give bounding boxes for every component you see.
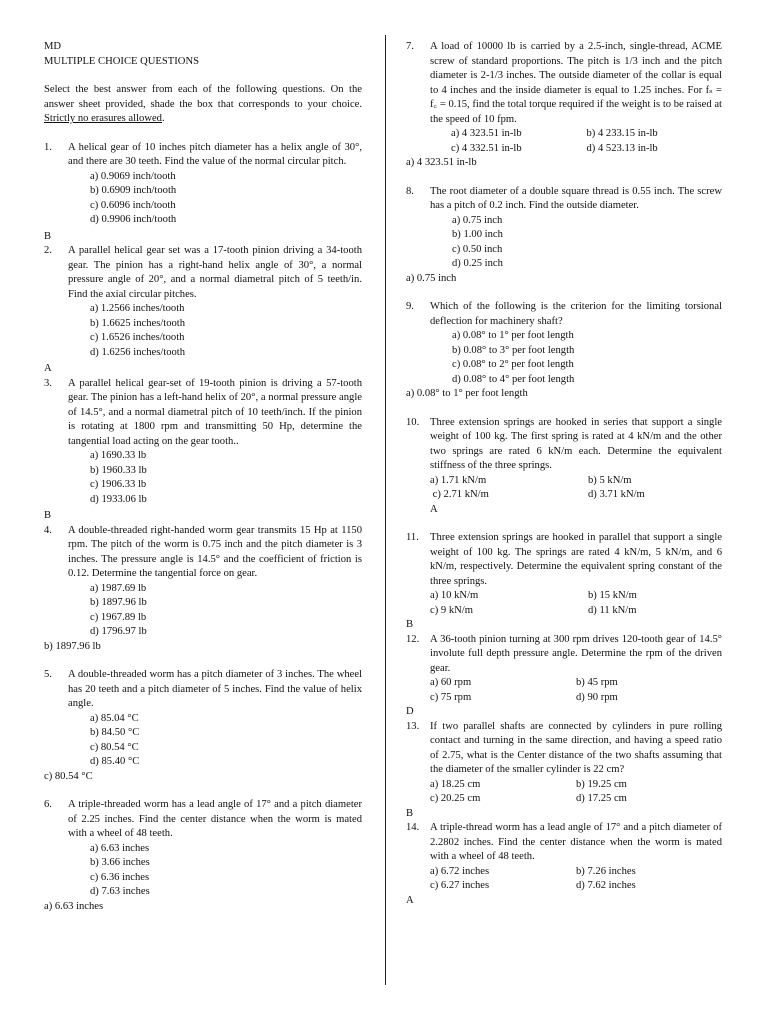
- option-d[interactable]: d) 17.25 cm: [576, 793, 627, 804]
- option-a[interactable]: a) 10 kN/m: [430, 590, 479, 601]
- option-b[interactable]: b) 1897.96 lb: [90, 597, 147, 608]
- question-number: 10.: [406, 416, 420, 428]
- answer: B: [406, 807, 414, 819]
- option-b[interactable]: b) 0.6909 inch/tooth: [90, 185, 177, 196]
- option-c[interactable]: c) 1.6526 inches/tooth: [90, 332, 185, 343]
- options-grid: [406, 865, 722, 894]
- column-divider: [385, 35, 386, 985]
- option-c[interactable]: c) 75 rpm: [430, 691, 472, 703]
- option-c[interactable]: c) 0.50 inch: [452, 243, 503, 255]
- option-a[interactable]: a) 18.25 cm: [430, 778, 481, 790]
- options-grid: [406, 778, 722, 807]
- question-text: A load of 10000 lb is carried by a 2.5-inch, single-thread, ACME screw of standard proportions. The pitch is 1/3 inch and the pitch diameter is 2-1/3 inches. The outside diameter of the collar is equal to 4 inches and the inside diameter is equal to 1.25 inches. For fₛ = f꜀ = 0.15, find the total torque required if the weight is to be raised at the speed of 10 fpm.: [430, 41, 722, 125]
- question-2: [44, 244, 362, 302]
- instructions-end: .: [161, 113, 165, 124]
- option-c[interactable]: c) 6.27 inches: [430, 880, 490, 891]
- option-d[interactable]: d) 4 523.13 in-lb: [586, 142, 658, 154]
- answer: B: [44, 510, 52, 521]
- option-c[interactable]: c) 1967.89 lb: [90, 611, 147, 623]
- answer: a) 4 323.51 in-lb: [406, 157, 477, 168]
- left-column: [44, 40, 362, 914]
- option-b[interactable]: b) 15 kN/m: [588, 590, 637, 601]
- question-9: [406, 300, 722, 329]
- answer: b) 1897.96 lb: [44, 640, 101, 652]
- options-grid: [406, 676, 722, 705]
- option-d[interactable]: d) 11 kN/m: [588, 604, 637, 616]
- option-b[interactable]: b) 4 233.15 in-lb: [586, 128, 658, 139]
- option-b[interactable]: b) 84.50 °C: [90, 727, 140, 738]
- option-b[interactable]: b) 0.08° to 3° per foot length: [452, 344, 575, 356]
- option-a[interactable]: a) 1.2566 inches/tooth: [90, 303, 185, 314]
- option-b[interactable]: b) 45 rpm: [576, 677, 618, 688]
- answer: a) 0.75 inch: [406, 272, 457, 284]
- page-title: MULTIPLE CHOICE QUESTIONS: [44, 55, 199, 67]
- option-c[interactable]: c) 9 kN/m: [430, 604, 473, 616]
- question-text: A double-threaded right-handed worm gear transmits 15 Hp at 1150 rpm. The pitch of the worm is 0.75 inch and the pitch diameter is 3 inches. The pressure angle is 14.5° and the coefficient of friction is 0.12. Determine the tangential force on gear.: [68, 524, 362, 579]
- option-b[interactable]: b) 19.25 cm: [576, 778, 627, 790]
- option-b[interactable]: b) 7.26 inches: [576, 865, 636, 877]
- question-text: If two parallel shafts are connected by cylinders in pure rolling contact and turning in the same direction, and having a speed ratio of 2.75, what is the Center distance of the two shafts assuming that the diameter of the smaller cylinder is 22 cm?: [430, 720, 722, 775]
- question-13: [406, 720, 722, 778]
- options-list: [44, 582, 362, 640]
- question-14: [406, 821, 722, 865]
- answer: B: [44, 230, 52, 242]
- option-a[interactable]: a) 0.08° to 1° per foot length: [452, 330, 574, 341]
- option-a[interactable]: a) 1690.33 lb: [90, 450, 147, 461]
- answer: c) 80.54 °C: [44, 770, 93, 782]
- header-initials: MD: [44, 41, 62, 52]
- option-a[interactable]: a) 1987.69 lb: [90, 582, 147, 594]
- question-text: A double-threaded worm has a pitch diameter of 3 inches. The wheel has 20 teeth and a pitch diameter of 5 inches. Find the value of helix angle.: [68, 669, 362, 709]
- option-c[interactable]: c) 0.6096 inch/tooth: [90, 199, 176, 211]
- question-number: 2.: [44, 245, 52, 256]
- question-text: A triple-thread worm has a lead angle of 17° and a pitch diameter of 2.2802 inches. Find the center distance when the worm is mated with a wheel of 48 teeth.: [430, 822, 722, 862]
- option-d[interactable]: d) 0.25 inch: [452, 258, 503, 269]
- question-text: A parallel helical gear set was a 17-tooth pinion driving a 34-tooth gear. The pinion has a right-hand helix angle of 30°, a normal pressure angle of 20°, and a normal diametral pitch of 5 teeth/in. Find the axial circular pitches.: [68, 245, 362, 300]
- option-d[interactable]: d) 7.62 inches: [576, 880, 636, 891]
- options-list: [44, 302, 362, 360]
- question-6: [44, 798, 362, 842]
- option-d[interactable]: d) 3.71 kN/m: [588, 489, 645, 500]
- option-b[interactable]: b) 1960.33 lb: [90, 464, 147, 476]
- question-text: The root diameter of a double square thread is 0.55 inch. The screw has a pitch of 0.2 inch. Find the outside diameter.: [430, 185, 722, 211]
- option-b[interactable]: b) 3.66 inches: [90, 857, 150, 868]
- options-list: [44, 712, 362, 770]
- options-list: [406, 329, 722, 387]
- question-5: [44, 668, 362, 712]
- option-d[interactable]: d) 1796.97 lb: [90, 626, 147, 637]
- question-number: 12.: [406, 633, 420, 645]
- instructions-text: Select the best answer from each of the following questions. On the answer sheet provided, shade the box that corresponds to your choice.: [44, 84, 362, 110]
- option-c[interactable]: c) 20.25 cm: [430, 793, 481, 804]
- options-list: [44, 449, 362, 507]
- question-3: [44, 377, 362, 450]
- question-number: 7.: [406, 41, 414, 52]
- right-column: [406, 40, 722, 908]
- option-a[interactable]: a) 6.63 inches: [90, 842, 150, 854]
- option-b[interactable]: b) 5 kN/m: [588, 474, 632, 486]
- answer: A: [44, 363, 52, 374]
- question-8: [406, 185, 722, 214]
- option-a[interactable]: a) 6.72 inches: [430, 865, 490, 877]
- option-b[interactable]: b) 1.6625 inches/tooth: [90, 317, 186, 329]
- option-a[interactable]: a) 0.75 inch: [452, 214, 503, 226]
- question-text: A parallel helical gear-set of 19-tooth pinion is driving a 57-tooth gear. The pinion has a left-hand helix of 20°, a normal pressure angle of 14.5°, and a normal diametral pitch of 10 teeth/inch. If the pinion is rotating at 1800 rpm and transmitting 50 Hp, determine the tangential load acting on the gear tooth..: [68, 377, 362, 447]
- question-number: 11.: [406, 532, 419, 543]
- option-d[interactable]: d) 0.9906 inch/tooth: [90, 214, 177, 225]
- question-4: [44, 524, 362, 582]
- option-d[interactable]: d) 85.40 °C: [90, 756, 140, 767]
- question-number: 3.: [44, 377, 52, 389]
- options-grid: [406, 127, 722, 156]
- option-a[interactable]: a) 1.71 kN/m: [430, 474, 487, 486]
- option-c[interactable]: c) 6.36 inches: [90, 871, 150, 883]
- instructions-underlined: Strictly no erasures allowed: [44, 113, 162, 124]
- question-text: Three extension springs are hooked in series that support a single weight of 100 kg. The first spring is rated at 4 kN/m and the other two springs are rated 6 kN/m each. Determine the equivalent stiffness of the three springs.: [430, 416, 722, 471]
- question-12: [406, 633, 722, 677]
- option-c[interactable]: c) 0.08° to 2° per foot length: [452, 359, 574, 370]
- options-list: [44, 842, 362, 900]
- question-number: 4.: [44, 524, 52, 536]
- question-number: 1.: [44, 141, 52, 153]
- option-a[interactable]: a) 0.9069 inch/tooth: [90, 170, 176, 182]
- option-d[interactable]: d) 0.08° to 4° per foot length: [452, 373, 575, 385]
- answer: A: [430, 503, 438, 515]
- question-number: 14.: [406, 822, 420, 833]
- answer: B: [406, 619, 414, 630]
- question-number: 13.: [406, 720, 420, 732]
- option-d[interactable]: d) 1.6256 inches/tooth: [90, 346, 186, 358]
- question-7: [406, 40, 722, 127]
- options-list: [406, 214, 722, 272]
- option-d[interactable]: d) 90 rpm: [576, 691, 618, 703]
- option-a[interactable]: a) 60 rpm: [430, 677, 472, 688]
- option-d[interactable]: d) 7.63 inches: [90, 886, 150, 897]
- options-list: [44, 170, 362, 228]
- options-grid: [406, 474, 722, 503]
- question-number: 6.: [44, 799, 52, 810]
- option-c[interactable]: c) 80.54 °C: [90, 741, 139, 753]
- option-a[interactable]: a) 4 323.51 in-lb: [451, 128, 522, 139]
- option-a[interactable]: a) 85.04 °C: [90, 712, 139, 724]
- option-c[interactable]: c) 4 332.51 in-lb: [451, 142, 522, 154]
- question-text: A helical gear of 10 inches pitch diameter has a helix angle of 30°, and there are 30 teeth. Find the value of the normal circular pitch.: [68, 141, 362, 167]
- option-c[interactable]: c) 1906.33 lb: [90, 479, 147, 490]
- option-b[interactable]: b) 1.00 inch: [452, 229, 503, 240]
- question-number: 5.: [44, 669, 52, 680]
- answer: D: [406, 706, 414, 717]
- question-text: A 36-tooth pinion turning at 300 rpm drives 120-tooth gear of 14.5° involute full depth pressure angle. Determine the rpm of the driven gear.: [430, 633, 722, 674]
- options-grid: [406, 589, 722, 618]
- question-text: A triple-threaded worm has a lead angle of 17° and a pitch diameter of 2.25 inches. Find the center distance when the worm is mated with a wheel of 48 teeth.: [68, 799, 362, 839]
- question-text: Three extension springs are hooked in parallel that support a single weight of 100 kg. The springs are rated 4 kN/m, 5 kN/m, and 6 kN/m, respectively. Determine the equivalent spring constant of the three springs.: [430, 532, 722, 587]
- answer: A: [406, 894, 414, 906]
- answer: a) 6.63 inches: [44, 900, 104, 912]
- instructions: [44, 83, 362, 127]
- question-10: [406, 416, 722, 474]
- question-number: 9.: [406, 301, 414, 312]
- question-text: Which of the following is the criterion for the limiting torsional deflection for machinery shaft?: [430, 301, 722, 327]
- option-d[interactable]: d) 1933.06 lb: [90, 493, 147, 505]
- option-c[interactable]: c) 2.71 kN/m: [430, 489, 489, 500]
- question-11: [406, 531, 722, 589]
- question-number: 8.: [406, 185, 414, 197]
- question-1: [44, 141, 362, 170]
- answer: a) 0.08° to 1° per foot length: [406, 388, 528, 399]
